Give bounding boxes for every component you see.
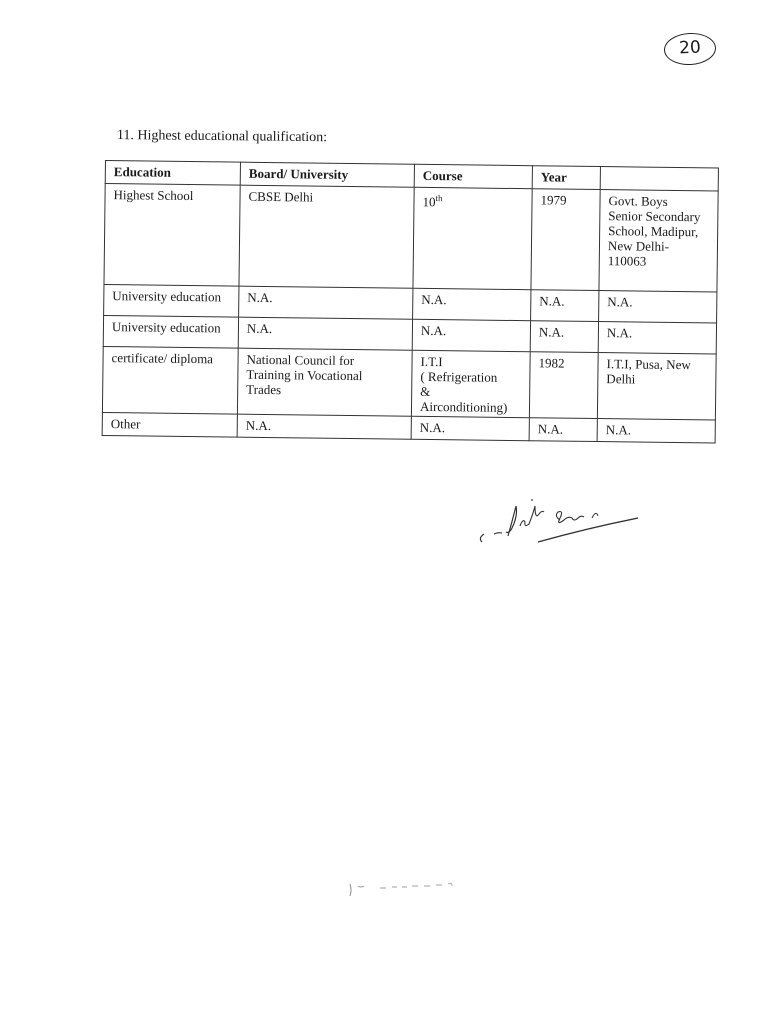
cell-course (411, 350, 530, 417)
header-course: Course (414, 164, 532, 188)
cell-course: N.A. (412, 319, 530, 351)
faint-stamp-mark (340, 876, 470, 900)
cell-board: N.A. (237, 414, 411, 439)
cell-year: N.A. (530, 321, 598, 353)
cell-year: 1982 (529, 352, 598, 419)
cell-institution: N.A. (599, 291, 717, 323)
cell-institution (599, 190, 718, 292)
cell-education: University education (103, 315, 238, 348)
course-sup: th (435, 193, 443, 204)
cell-year: 1979 (531, 189, 600, 291)
institution-line: Delhi (606, 371, 636, 387)
cell-education: Other (102, 412, 237, 437)
cell-board: N.A. (238, 317, 412, 350)
header-year: Year (532, 166, 600, 190)
table-row (104, 184, 718, 292)
table-row (102, 346, 716, 419)
header-institution (600, 167, 718, 191)
board-line: National Council for (246, 351, 355, 369)
institution-line: New Delhi- (607, 238, 670, 254)
cell-year: N.A. (529, 418, 597, 442)
course-base: 10 (422, 194, 436, 210)
institution-line: 110063 (607, 253, 647, 269)
cell-institution: N.A. (597, 419, 715, 443)
course-line: ( Refrigeration (420, 368, 498, 385)
institution-line: Senior Secondary (608, 208, 701, 225)
cell-course (413, 187, 532, 289)
qualification-table (102, 160, 719, 443)
page-number: 20 (663, 32, 717, 67)
cell-institution (597, 353, 716, 420)
course-line: & (420, 383, 431, 399)
institution-line: I.T.I, Pusa, New (606, 356, 691, 373)
course-line: Airconditioning) (419, 398, 508, 415)
cell-board: CBSE Delhi (239, 185, 414, 288)
header-education: Education (105, 161, 240, 186)
course-line: I.T.I (420, 353, 443, 370)
handwritten-signature (472, 490, 647, 550)
cell-board (237, 348, 412, 416)
institution-line: Govt. Boys (608, 193, 668, 209)
cell-year: N.A. (531, 290, 599, 322)
board-line: Trades (246, 381, 282, 398)
cell-education: Highest School (104, 184, 240, 287)
board-line: Training in Vocational (246, 366, 363, 384)
cell-education: University education (104, 284, 239, 317)
institution-line: School, Madipur, (608, 223, 699, 240)
header-board: Board/ University (240, 162, 414, 187)
cell-course: N.A. (413, 288, 531, 320)
cell-course: N.A. (411, 416, 529, 440)
cell-board: N.A. (239, 286, 413, 319)
cell-education: certificate/ diploma (102, 346, 238, 414)
section-heading: 11. Highest educational qualification: (116, 128, 328, 146)
cell-institution: N.A. (598, 322, 716, 354)
